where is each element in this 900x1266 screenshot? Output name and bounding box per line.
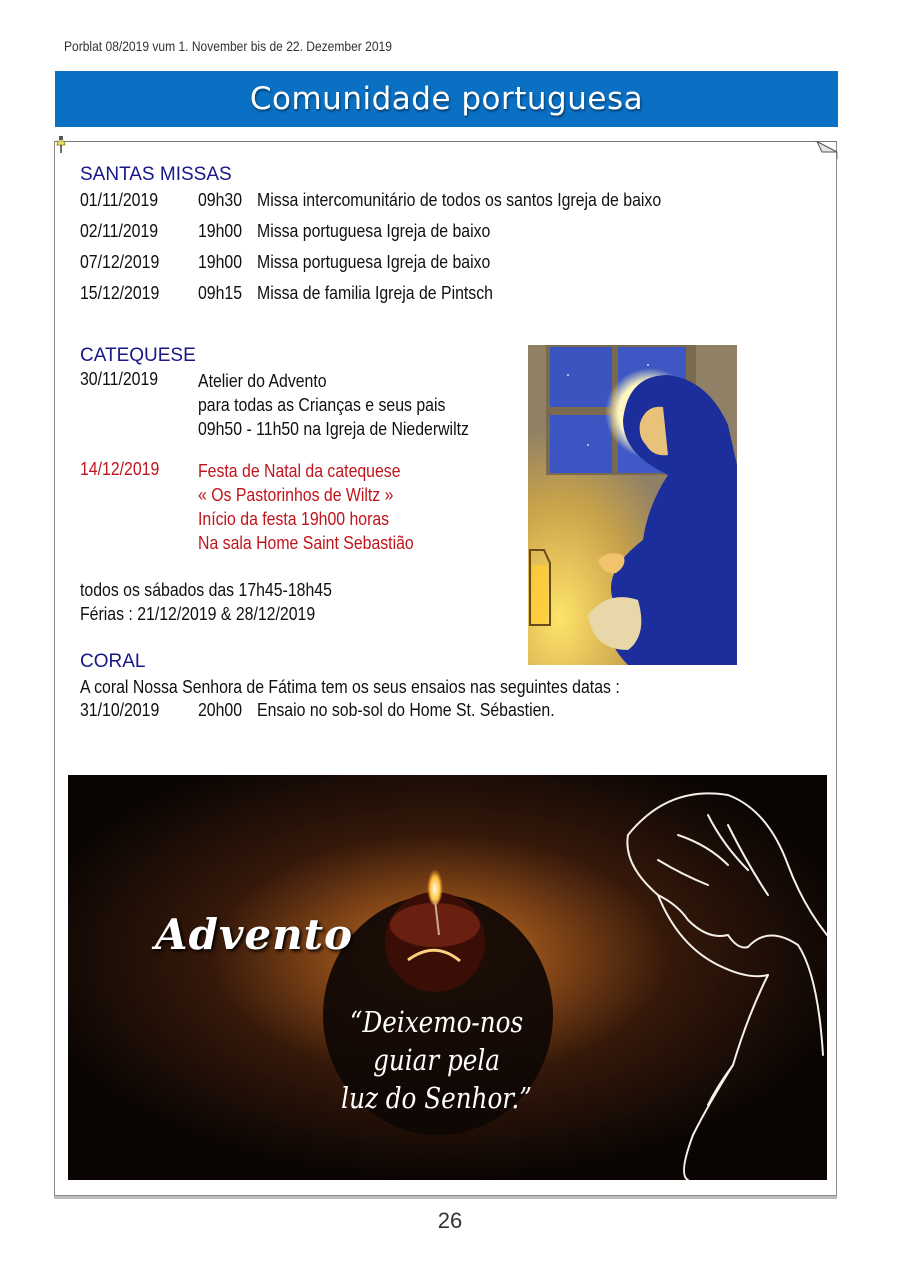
event-line: Início da festa 19h00 horas <box>198 509 390 529</box>
banner-title: Advento <box>155 910 354 959</box>
mass-description: Missa portuguesa Igreja de baixo <box>257 252 491 272</box>
mass-date: 15/12/2019 <box>80 283 160 303</box>
mass-description: Missa portuguesa Igreja de baixo <box>257 221 491 241</box>
catechism-schedule <box>80 578 366 626</box>
event-line: para todas as Crianças e seus pais <box>198 395 446 415</box>
advent-banner <box>68 775 827 1180</box>
title-bar <box>55 71 838 127</box>
catechism-date-text: 30/11/2019 <box>80 369 159 389</box>
catechism-event <box>198 369 506 441</box>
mass-date: 07/12/2019 <box>80 252 160 272</box>
mass-description: Missa de familia Igreja de Pintsch <box>257 283 493 303</box>
coral-intro <box>80 675 693 699</box>
quote-line: luz do Senhor.” <box>341 1081 532 1115</box>
praying-madonna-painting <box>528 345 737 665</box>
section-heading-santas-missas: SANTAS MISSAS <box>80 164 232 185</box>
coral-intro-text: A coral Nossa Senhora de Fátima tem os seus ensaios nas seguintes datas : <box>80 677 620 697</box>
catechism-date-text: 14/12/2019 <box>80 459 160 479</box>
coral-date: 31/10/2019 <box>80 700 160 720</box>
holidays-text: Férias : 21/12/2019 & 28/12/2019 <box>80 604 316 624</box>
mass-time: 19h00 <box>198 221 243 241</box>
catechism-date <box>80 459 170 480</box>
mass-date: 01/11/2019 <box>80 190 159 210</box>
page-title: Comunidade portuguesa <box>249 81 644 117</box>
catechism-event <box>198 459 443 555</box>
event-line: Festa de Natal da catequese <box>198 461 401 481</box>
mass-time: 09h30 <box>198 190 243 210</box>
event-line: Atelier do Advento <box>198 371 327 391</box>
mass-date: 02/11/2019 <box>80 221 159 241</box>
pushpin-icon <box>56 136 66 154</box>
advent-candle-artwork <box>68 775 827 1180</box>
mass-time: 09h15 <box>198 283 243 303</box>
coral-description: Ensaio no sob-sol do Home St. Sébastien. <box>257 700 555 720</box>
schedule-text: todos os sábados das 17h45-18h45 <box>80 580 332 600</box>
event-line: Na sala Home Saint Sebastião <box>198 533 414 553</box>
event-line: « Os Pastorinhos de Wiltz » <box>198 485 394 505</box>
event-line: 09h50 - 11h50 na Igreja de Niederwiltz <box>198 419 469 439</box>
page-curl-icon <box>815 141 839 159</box>
section-heading-coral: CORAL <box>80 651 146 672</box>
catechism-date <box>80 369 169 390</box>
quote-line: guiar pela <box>373 1043 500 1077</box>
section-heading-catequese: CATEQUESE <box>80 345 196 366</box>
coral-time: 20h00 <box>198 700 243 720</box>
mass-time: 19h00 <box>198 252 243 272</box>
running-head: Porblat 08/2019 vum 1. November bis de 22. Dezember 2019 <box>64 38 392 54</box>
banner-quote <box>326 1003 547 1117</box>
quote-line: “Deixemo-nos <box>349 1005 524 1039</box>
mass-description: Missa intercomunitário de todos os santos Igreja de baixo <box>257 190 662 210</box>
page-number: 26 <box>437 1208 463 1233</box>
